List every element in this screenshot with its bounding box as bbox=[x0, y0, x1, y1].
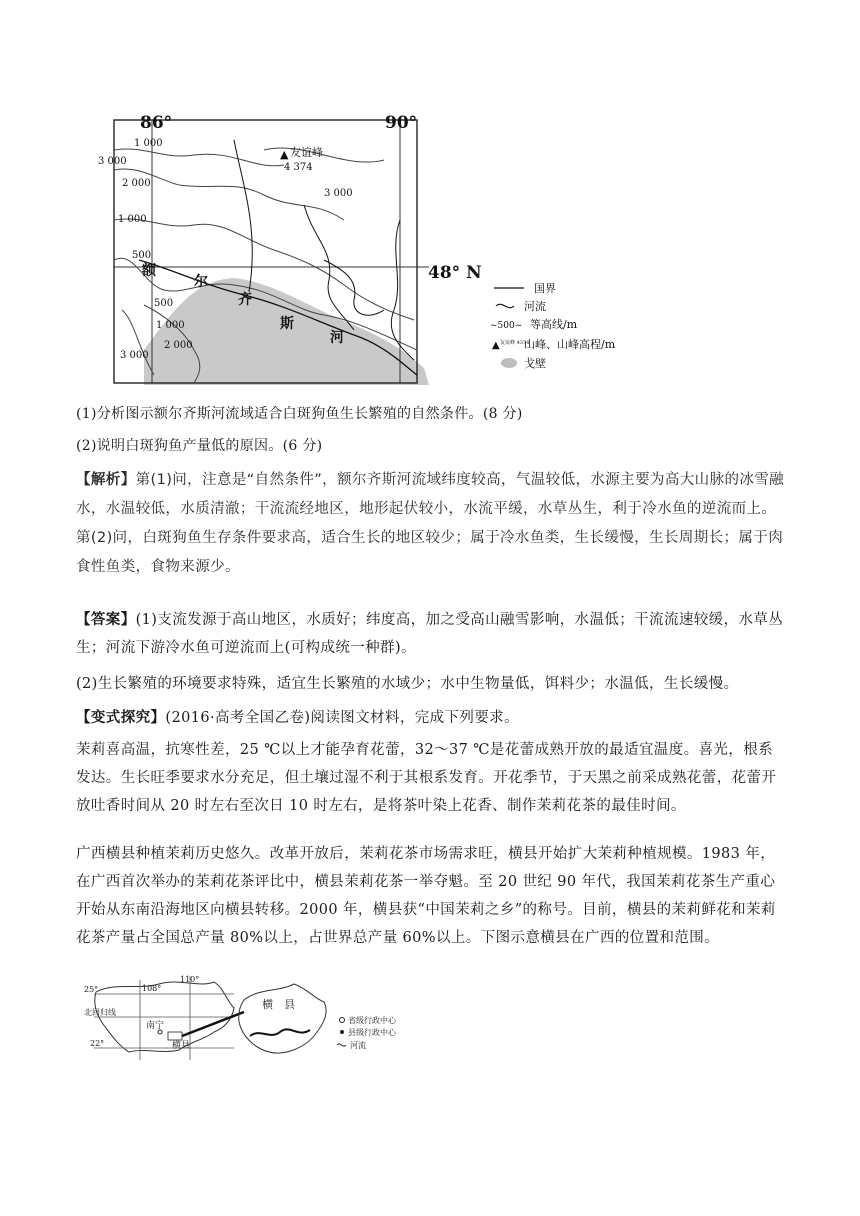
river-name-char: 齐 bbox=[238, 292, 252, 308]
contour-value-label: 3 000 bbox=[98, 156, 127, 167]
river-tributary bbox=[324, 260, 384, 315]
contour-value-label: 3 000 bbox=[324, 188, 353, 199]
county-center-icon bbox=[340, 1030, 344, 1034]
lon-label-108: 108° bbox=[142, 984, 162, 993]
contour-value-label: 3 000 bbox=[120, 350, 149, 361]
river-name-char: 额 bbox=[142, 263, 156, 279]
contour-value-label: 1 000 bbox=[118, 214, 147, 225]
legend-contour-label: 等高线/m bbox=[530, 318, 578, 331]
variant-paragraph-2: 广西横县种植茉莉历史悠久。改革开放后，茉莉花茶市场需求旺，横县开始扩大茉莉种植规模。1983 年，在广西首次举办的茉莉花茶评比中，横县茉莉花茶一举夺魁。至 20 世纪 90 年代，我国茉莉花茶生产重心开始从东南沿海地区向横县转移。2000 年，横县获“中国茉莉之乡”的称号。目前，横县的茉莉鲜花和茉莉花茶产量占全国总产量 80%以上，占世界总产量 60%以上。下图示意横县在广西的位置和范围。 bbox=[76, 846, 776, 946]
variant-tag: 【变式探究】 bbox=[76, 709, 166, 726]
legend-peak-label: 山峰、山峰高程/m bbox=[524, 338, 616, 351]
question-2: (2)说明白斑狗鱼产量低的原因。(6 分) bbox=[76, 438, 323, 454]
provincial-center-icon bbox=[340, 1018, 345, 1023]
river-name-char: 河 bbox=[330, 330, 344, 346]
river-name-char: 尔 bbox=[194, 274, 208, 290]
variant-intro-text: (2016·高考全国乙卷)阅读图文材料，完成下列要求。 bbox=[165, 710, 520, 726]
answer-part-1: (1)支流发源于高山地区，水质好；纬度高，加之受高山融雪影响，水温低；干流流速较缓，水草丛生；河流下游冷水鱼可逆流而上(可构成统一种群)。 bbox=[76, 612, 784, 656]
legend-river: 河流 bbox=[350, 1041, 366, 1050]
irtysh-river-map bbox=[84, 110, 664, 390]
hengxian-big-label: 横 县 bbox=[262, 998, 295, 1011]
lat-label-22: 22° bbox=[90, 1039, 105, 1048]
lat-label-25: 25° bbox=[84, 985, 99, 994]
peak-icon: ▲ bbox=[280, 148, 289, 161]
contour-value-label: 1 000 bbox=[134, 138, 163, 149]
nanning-label: 南宁 bbox=[146, 1021, 165, 1031]
hengxian-small-label: 横县 bbox=[172, 1041, 191, 1051]
map-legend bbox=[490, 282, 616, 370]
question-1: (1)分析图示额尔齐斯河流域适合白斑狗鱼生长繁殖的自然条件。(8 分) bbox=[76, 406, 523, 422]
answer-block bbox=[76, 606, 786, 662]
variant-intro bbox=[76, 704, 786, 732]
river-name-char: 斯 bbox=[280, 316, 294, 332]
legend-contour-prefix: ~500~ bbox=[490, 321, 523, 331]
river-legend-icon bbox=[496, 304, 514, 307]
legend-county-center: 县级行政中心 bbox=[348, 1028, 396, 1037]
hengxian-river bbox=[250, 1029, 310, 1036]
contour-line bbox=[122, 310, 154, 375]
contour-value-label: 2 000 bbox=[164, 340, 193, 351]
legend-provincial-center: 省级行政中心 bbox=[348, 1016, 396, 1025]
contour-line bbox=[114, 169, 344, 220]
lon-label-110: 110° bbox=[180, 975, 200, 984]
variant-paragraph-1: 茉莉喜高温，抗寒性差，25 ℃以上才能孕育花蕾，32～37 ℃是花蕾成熟开放的最适宜温度。喜光，根系发达。生长旺季要求水分充足，但土壤过湿不利于其根系发育。开花季节，于天黑之前采成熟花蕾，花蕾开放吐香时间从 20 时左右至次日 10 时左右，是将茶叶染上花香、制作茉莉花茶的最佳时间。 bbox=[76, 742, 777, 814]
river-legend-icon bbox=[337, 1044, 346, 1046]
hengxian-location-map bbox=[84, 970, 424, 1065]
legend-border-label: 国界 bbox=[534, 282, 556, 295]
answer-part-2: (2)生长繁殖的环境要求特殊，适宜生长繁殖的水域少；水中生物量低，饵料少；水温低，生长缓慢。 bbox=[76, 676, 739, 692]
answer-tag: 【答案】 bbox=[76, 611, 136, 628]
peak-elevation: 4 374 bbox=[284, 162, 313, 173]
river-tributary bbox=[234, 140, 252, 292]
lat-label-48n: 48° N bbox=[428, 263, 482, 283]
analysis-block bbox=[76, 466, 786, 582]
peak-legend-icon: ▲ bbox=[492, 340, 500, 351]
hengxian-small-area bbox=[168, 1032, 182, 1040]
river-tributary bbox=[391, 220, 414, 360]
contour-value-label: 1 000 bbox=[156, 320, 185, 331]
hengxian-enlarged-outline bbox=[239, 984, 326, 1053]
lon-label-86: 86° bbox=[140, 113, 173, 133]
lon-label-90: 90° bbox=[385, 113, 418, 133]
gobi-legend-icon bbox=[501, 358, 517, 368]
analysis-text: 第(1)问，注意是“自然条件”，额尔齐斯河流域纬度较高，气温较低，水源主要为高大山脉的冰雪融水，水温较低，水质清澈；干流流经地区，地形起伏较小，水流平缓，水草丛生，利于冷水鱼的逆流而上。第(2)问，白斑狗鱼生存条件要求高，适合生长的地区较少；属于冷水鱼类，生长缓慢，生长周期长；属于肉食性鱼类，食物来源少。 bbox=[76, 472, 785, 575]
legend-peak-prefix: 友谊峰 4374 bbox=[500, 340, 530, 346]
analysis-tag: 【解析】 bbox=[76, 472, 136, 488]
contour-value-label: 2 000 bbox=[122, 178, 151, 189]
map2-legend bbox=[337, 1015, 397, 1050]
legend-gobi-label: 戈壁 bbox=[524, 357, 546, 370]
contour-value-label: 500 bbox=[154, 298, 174, 309]
legend-river-label: 河流 bbox=[524, 300, 546, 313]
contour-line bbox=[114, 149, 284, 166]
peak-name: 友谊峰 bbox=[290, 146, 323, 159]
tropic-label: 北回归线 bbox=[84, 1008, 116, 1017]
contour-value-label: 500 bbox=[132, 250, 152, 261]
